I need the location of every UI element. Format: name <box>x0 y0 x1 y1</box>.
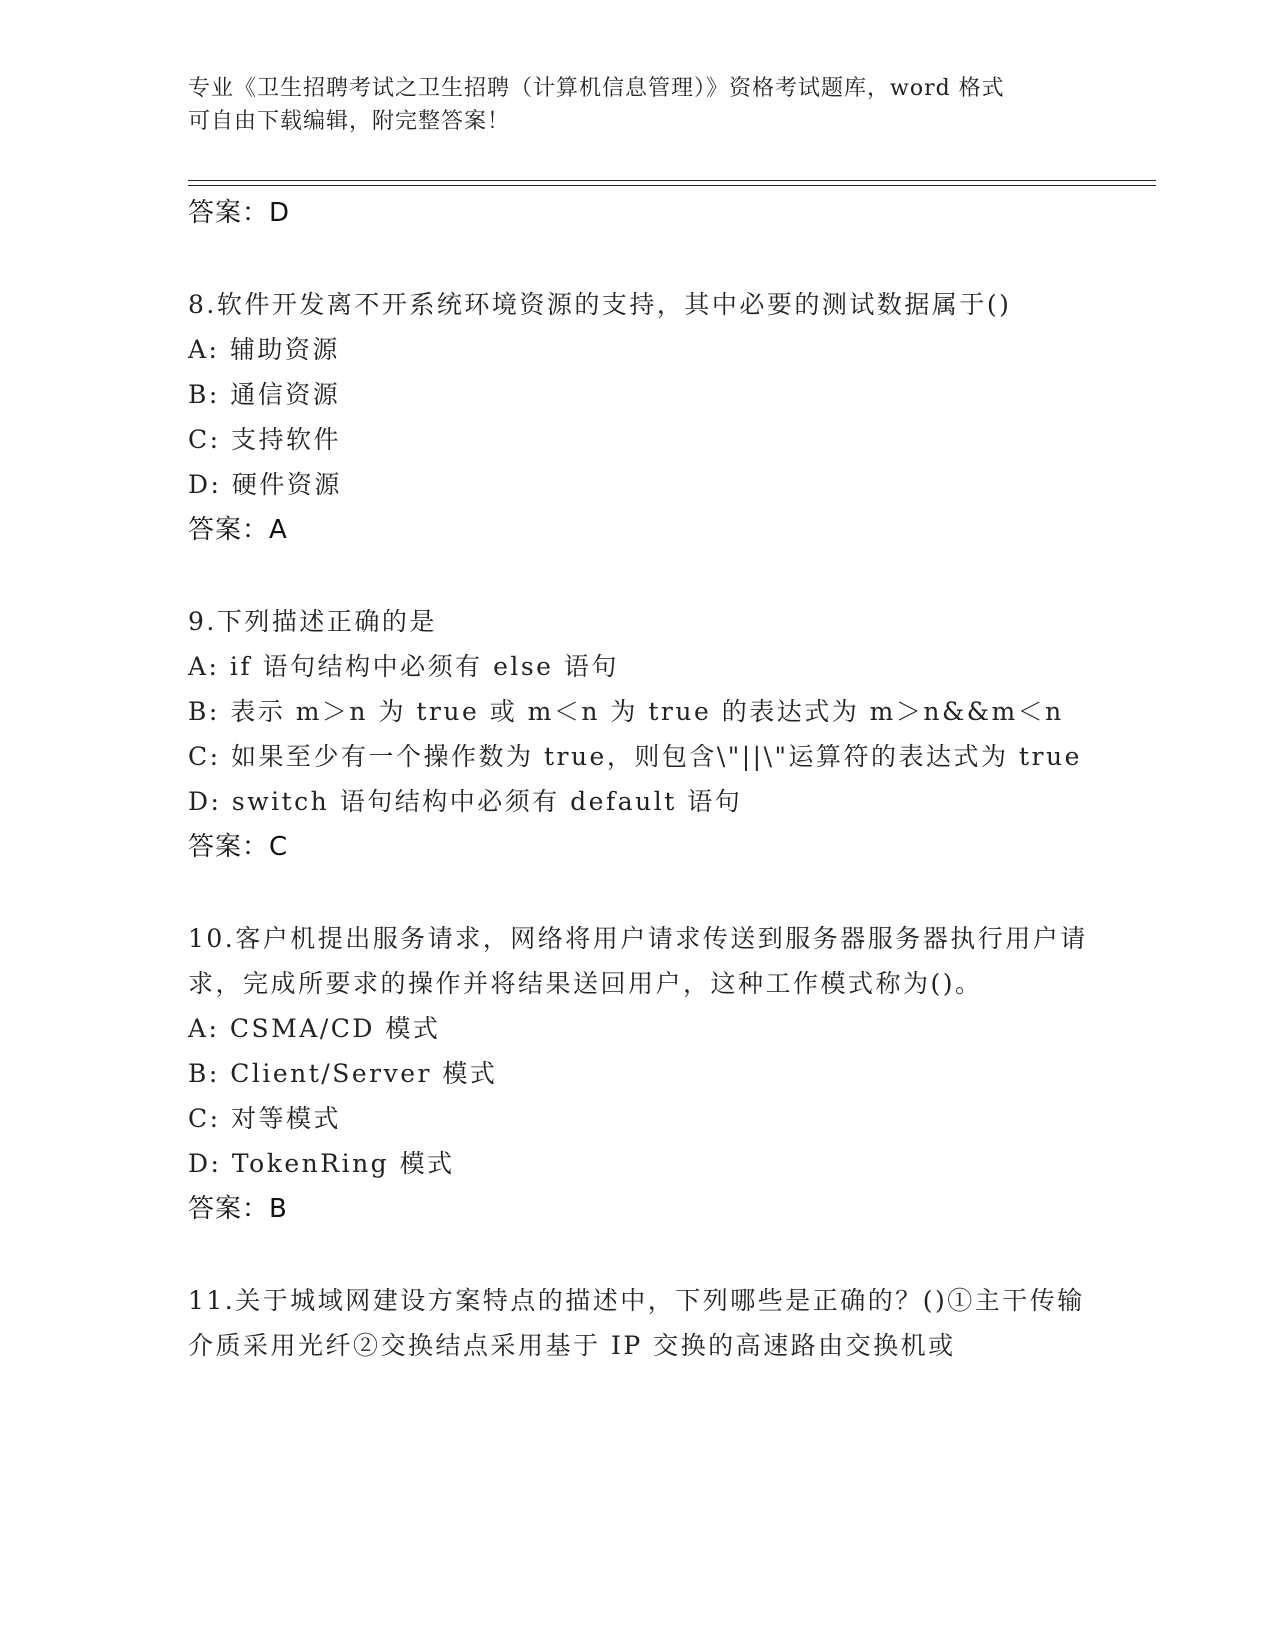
option-b: B: Client/Server 模式 <box>188 1059 498 1088</box>
header-line-2: 可自由下载编辑，附完整答案！ <box>188 109 511 134</box>
spacer <box>188 236 1088 282</box>
document-header <box>188 72 1088 138</box>
option-c: C: 如果至少有一个操作数为 true，则包含\"||\"运算符的表达式为 true <box>188 742 1082 771</box>
option-a: A: CSMA/CD 模式 <box>188 1014 441 1043</box>
option-a: A: if 语句结构中必须有 else 语句 <box>188 652 619 681</box>
answer-line: 答案：C <box>188 832 289 862</box>
option-c: C: 对等模式 <box>188 1104 341 1133</box>
question-list <box>188 190 1088 1368</box>
header-divider-bottom <box>188 185 1156 186</box>
header-divider-top <box>188 180 1156 181</box>
spacer <box>188 553 1088 599</box>
option-c: C: 支持软件 <box>188 425 341 454</box>
option-d: D: 硬件资源 <box>188 470 342 499</box>
question-stem: 9.下列描述正确的是 <box>188 607 437 636</box>
answer-line: 答案：A <box>188 515 288 545</box>
question-stem: 10.客户机提出服务请求，网络将用户请求传送到服务器服务器执行用户请求，完成所要求的操作并将结果送回用户，这种工作模式称为()。 <box>188 924 1088 998</box>
option-d: D: TokenRing 模式 <box>188 1149 455 1178</box>
header-line-1: 专业《卫生招聘考试之卫生招聘（计算机信息管理）》资格考试题库，word 格式 <box>188 76 1005 101</box>
answer-line: 答案：D <box>188 198 291 228</box>
question-8 <box>188 282 1088 553</box>
answer-line: 答案：B <box>188 1194 288 1224</box>
option-a: A: 辅助资源 <box>188 335 340 364</box>
spacer <box>188 870 1088 916</box>
spacer <box>188 1232 1088 1278</box>
option-b: B: 表示 m＞n 为 true 或 m＜n 为 true 的表达式为 m＞n&&m＜n <box>188 697 1064 726</box>
option-b: B: 通信资源 <box>188 380 341 409</box>
question-10 <box>188 916 1088 1232</box>
question-11 <box>188 1278 1088 1368</box>
question-9 <box>188 599 1088 870</box>
option-d: D: switch 语句结构中必须有 default 语句 <box>188 787 743 816</box>
question-stem: 8.软件开发离不开系统环境资源的支持，其中必要的测试数据属于() <box>188 290 1012 319</box>
question-stem: 11.关于城域网建设方案特点的描述中，下列哪些是正确的？()①主干传输介质采用光纤②交换结点采用基于 IP 交换的高速路由交换机或 <box>188 1286 1085 1360</box>
